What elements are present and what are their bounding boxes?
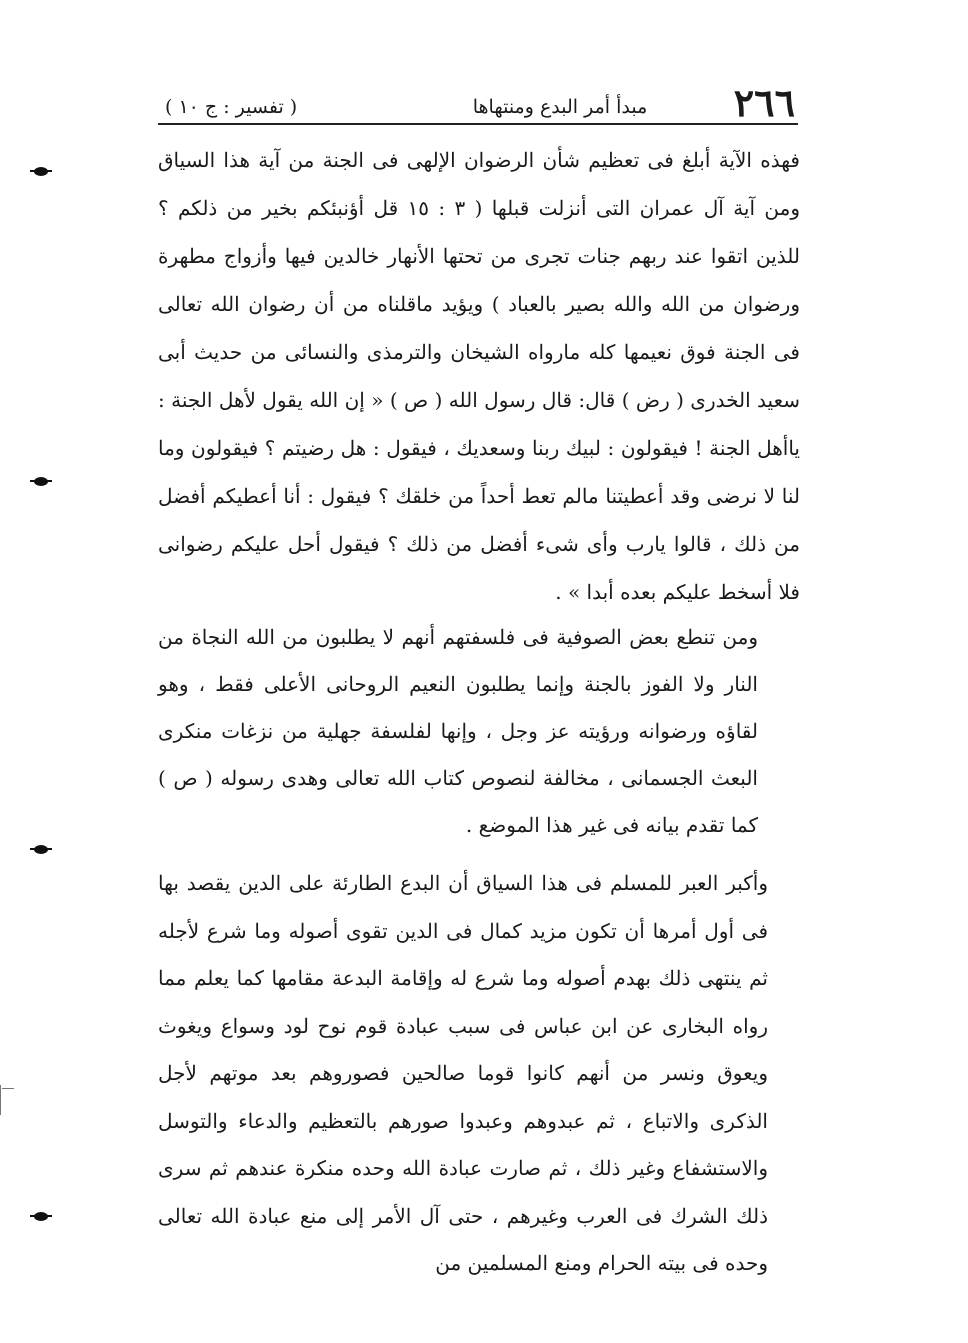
page-number: ٢٦٦ bbox=[733, 80, 795, 125]
header-rule bbox=[158, 123, 798, 125]
paragraph-1: فهذه الآية أبلغ فى تعظيم شأن الرضوان الإلهى فى الجنة من آية هذا السياق ومن آية آل عمران التى أنزلت قبلها ( ٣ : ١٥ قل أؤنبئكم بخير من ذلكم ؟ للذين اتقوا عند ربهم جنات تجرى من تحتها الأنهار خالدين فيها وأزواج مطهرة ورضوان من الله والله بصير بالعباد ) ويؤيد ماقلناه من أن رضوان الله تعالى فى الجنة فوق نعيمها كله مارواه الشيخان والترمذى والنسائى من حديث أبى سعيد الخدرى ( رض ) قال: قال رسول الله ( ص ) « إن الله يقول لأهل الجنة : ياأهل الجنة ! فيقولون : لبيك ربنا وسعديك ، فيقول : هل رضيتم ؟ فيقولون وما لنا لا نرضى وقد أعطيتنا مالم تعط أحداً من خلقك ؟ فيقول : أنا أعطيكم أفضل من ذلك ، قالوا يارب وأى شىء أفضل من ذلك ؟ فيقول أحل عليكم رضوانى فلا أسخط عليكم بعده أبدا » . bbox=[158, 148, 800, 604]
paragraph-2: ومن تنطع بعض الصوفية فى فلسفتهم أنهم لا يطلبون من الله النجاة من النار ولا الفوز بالجنة وإنما يطلبون النعيم الروحانى الأعلى فقط ، وهو لقاؤه ورضوانه ورؤيته عز وجل ، وإنها لفلسفة جهلية من نزغات منكرى البعث الجسمانى ، مخالفة لنصوص كتاب الله تعالى وهدى رسوله ( ص ) كما تقدم بيانه فى غير هذا الموضع . bbox=[158, 625, 758, 837]
punch-hole-mark bbox=[34, 845, 48, 854]
page-header bbox=[165, 78, 795, 125]
book-reference: ( تفسير : ج ١٠ ) bbox=[165, 96, 298, 118]
paragraph-3: وأكبر العبر للمسلم فى هذا السياق أن البدع الطارئة على الدين يقصد بها فى أول أمرها أن تكون مزيد كمال فى الدين تقوى أصوله وما شرع لأجله ثم ينتهى ذلك بهدم أصوله وما شرع له وإقامة البدعة مقامها كما يعلم مما رواه البخارى عن ابن عباس فى سبب عبادة قوم نوح لود وسواع ويغوث ويعوق ونسر من أنهم كانوا قوما صالحين فصوروهم بعد موتهم لأجل الذكرى والاتباع ، ثم عبدوهم وعبدوا صورهم بالتعظيم والدعاء والتوسل والاستشفاع وغير ذلك ، ثم صارت عبادة الله وحده منكرة عندهم ثم سرى ذلك الشرك فى العرب وغيرهم ، حتى آل الأمر إلى منع عبادة الله تعالى وحده فى بيته الحرام ومنع المسلمين من bbox=[158, 871, 768, 1275]
punch-hole-mark bbox=[34, 477, 48, 486]
punch-hole-mark bbox=[34, 167, 48, 176]
scan-edge-mark bbox=[2, 1088, 14, 1089]
running-title: مبدأ أمر البدع ومنتهاها bbox=[472, 96, 648, 118]
scan-edge-mark bbox=[0, 1085, 1, 1115]
punch-hole-mark bbox=[34, 1212, 48, 1221]
